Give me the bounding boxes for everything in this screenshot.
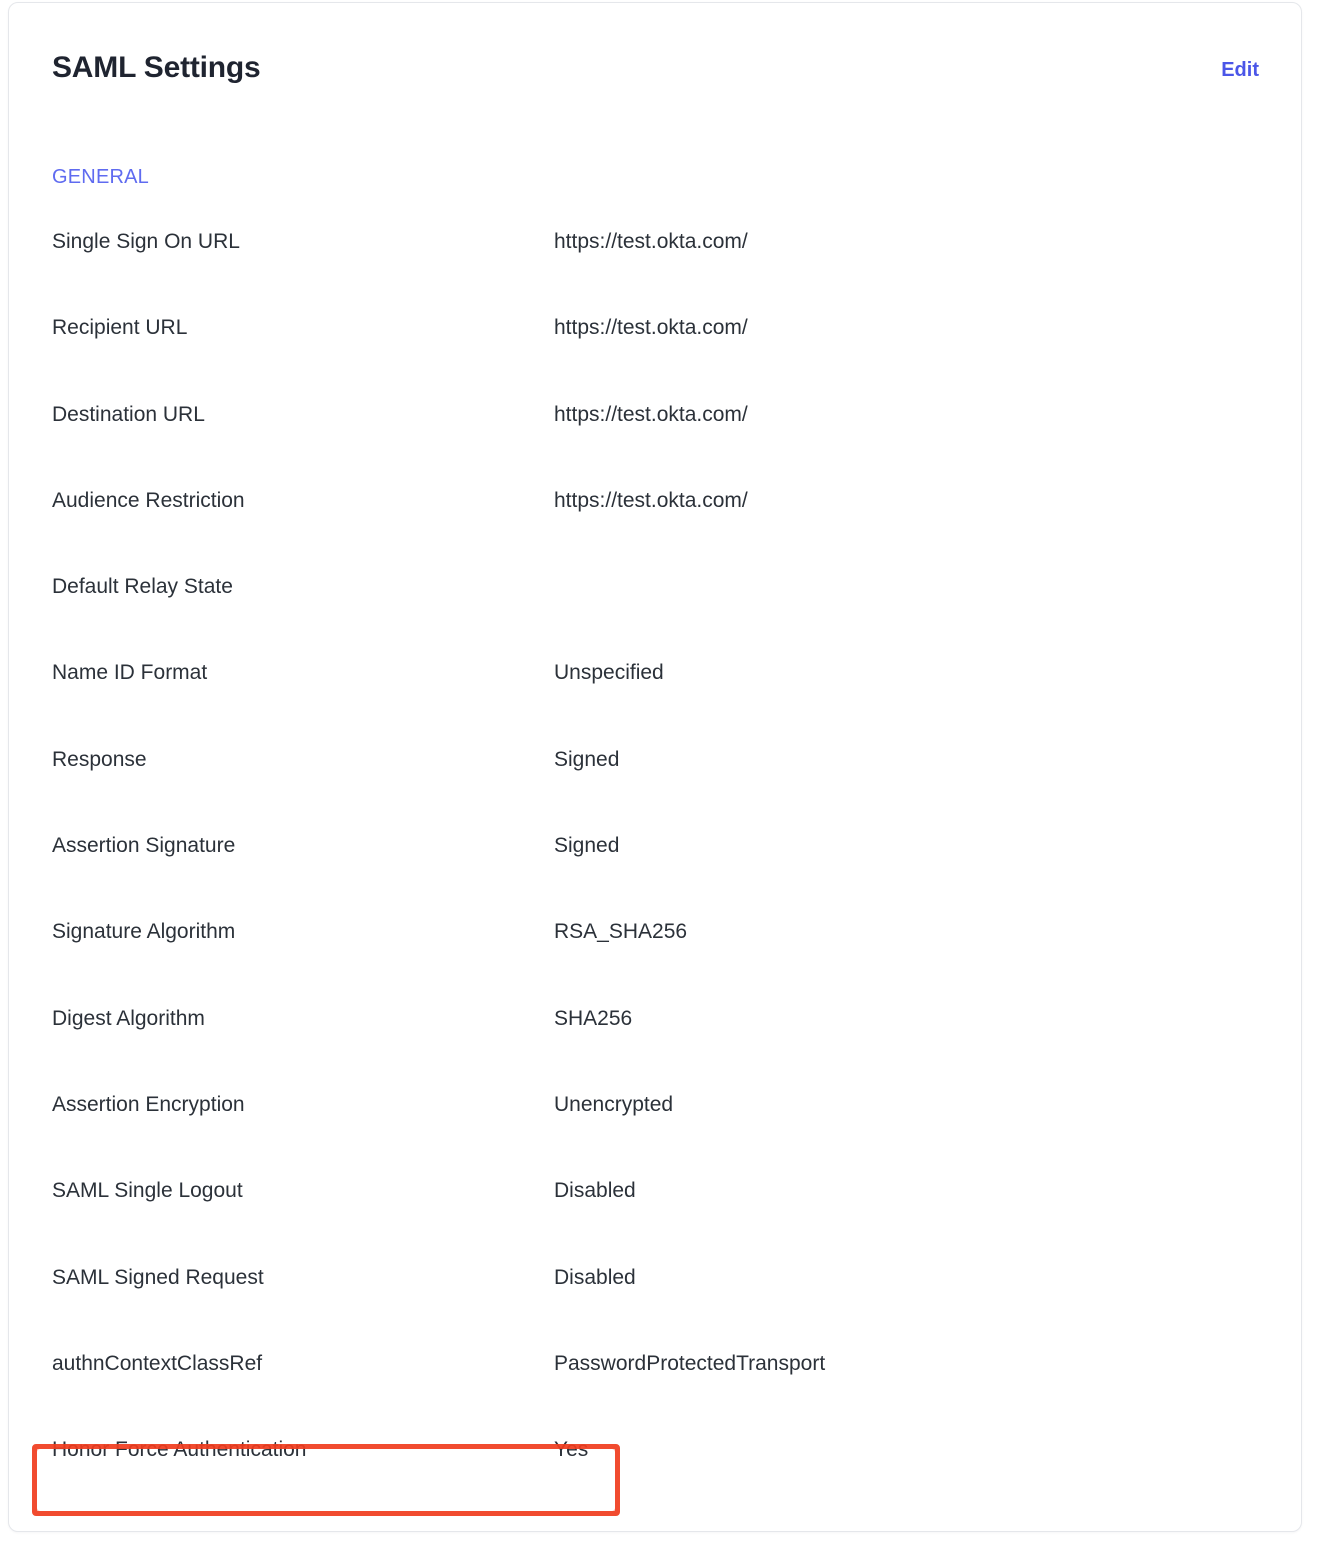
setting-value: RSA_SHA256 [554,920,688,944]
setting-row-audience-restriction [9,490,1301,576]
setting-label: SAML Signed Request [52,1265,264,1289]
saml-settings-card [8,2,1302,1532]
page-title: SAML Settings [52,51,261,84]
setting-label: Digest Algorithm [52,1006,205,1030]
setting-label: Recipient URL [52,316,188,340]
setting-row-assertion-signature [9,835,1301,921]
setting-value: Disabled [554,1179,636,1203]
setting-label: Name ID Format [52,661,208,685]
setting-row-name-id-format [9,662,1301,748]
setting-label: Honor Force Authentication [52,1438,307,1462]
setting-value: https://test.okta.com/ [554,230,748,253]
settings-list [9,231,1301,1525]
setting-label: Response [52,747,147,771]
setting-value: Signed [554,834,620,858]
setting-value: https://test.okta.com/ [554,402,748,426]
setting-label: SAML Single Logout [52,1179,243,1203]
setting-value: PasswordProtectedTransport [554,1351,826,1375]
setting-label: Assertion Encryption [52,1092,245,1116]
setting-label: authnContextClassRef [52,1351,263,1375]
setting-value: Yes [554,1438,589,1462]
setting-label: Signature Algorithm [52,920,236,944]
setting-label: Assertion Signature [52,834,236,858]
setting-value: Signed [554,747,620,771]
setting-row-authn-context-class-ref [9,1353,1301,1439]
setting-row-destination-url [9,404,1301,490]
setting-label: Single Sign On URL [52,230,240,253]
card-header [9,3,1301,123]
edit-button[interactable]: Edit [1221,59,1259,81]
setting-value: https://test.okta.com/ [554,488,748,512]
setting-row-digest-algorithm [9,1008,1301,1094]
setting-row-default-relay-state [9,576,1301,662]
setting-value: Disabled [554,1265,636,1289]
setting-row-saml-signed-request [9,1267,1301,1353]
setting-row-honor-force-authentication [9,1439,1301,1525]
setting-value: https://test.okta.com/ [554,316,748,340]
setting-row-recipient-url [9,317,1301,403]
setting-row-assertion-encryption [9,1094,1301,1180]
setting-row-response [9,749,1301,835]
setting-row-saml-single-logout [9,1180,1301,1266]
section-heading-general: GENERAL [52,166,149,188]
setting-label: Audience Restriction [52,488,245,512]
setting-row-signature-algorithm [9,921,1301,1007]
setting-label: Destination URL [52,402,205,426]
setting-label: Default Relay State [52,575,233,599]
setting-value: SHA256 [554,1006,633,1030]
setting-value: Unencrypted [554,1092,674,1116]
setting-row-single-sign-on-url [9,231,1301,317]
setting-value: Unspecified [554,661,664,685]
